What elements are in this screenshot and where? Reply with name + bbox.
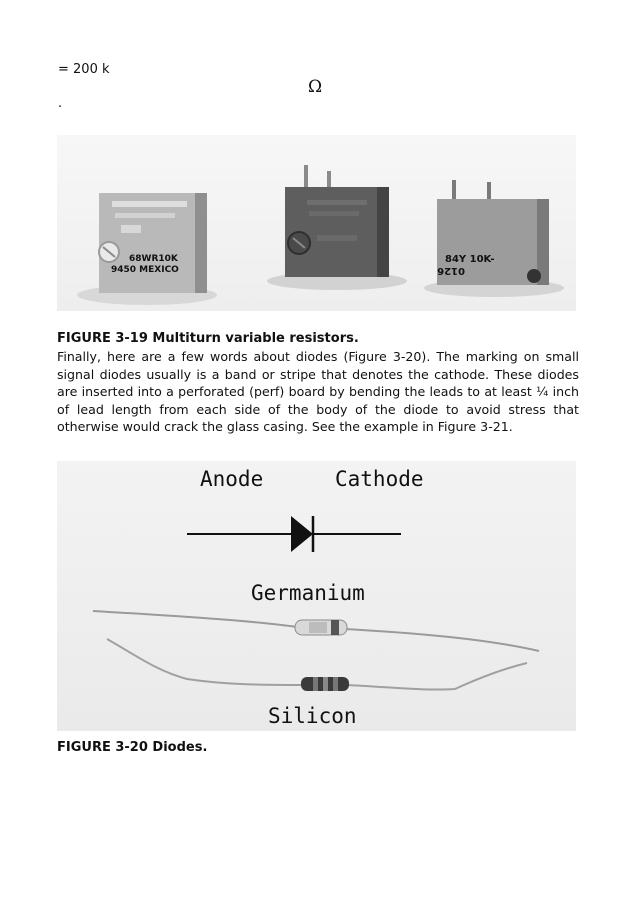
resistor-1-text-1: 68WR10K [129,254,178,264]
resistor-1 [77,193,217,305]
silicon-label: Silicon [268,704,357,728]
germanium-diode [93,611,539,651]
diode-symbol-icon [187,516,401,552]
resistor-3-text-2: 0126 [437,265,465,276]
cathode-label: Cathode [335,467,424,491]
equation-text: = 200 k [58,62,110,77]
omega-symbol: Ω [308,77,323,97]
body-paragraph: Finally, here are a few words about diodes (Figure 3-20). The marking on small signal diodes usually is a band or stripe that denotes the cathode. These diodes are inserted into a perforated (perf) board by bending the leads to at least ¼ inch of lead length from each side of the body of the diode to avoid stress that otherwise would crack the glass casing. See the example in Figure 3-21. [57,349,579,435]
figure-3-20-caption: FIGURE 3-20 Diodes. [57,740,208,755]
germanium-label: Germanium [251,581,365,605]
resistor-1-text-2: 9450 MEXICO [111,265,179,275]
resistor-3-text-1: 84Y 10K- [445,254,495,265]
resistor-3 [424,180,564,297]
resistor-2 [267,165,407,290]
silicon-diode [107,639,527,691]
period-text: . [58,96,63,111]
anode-label: Anode [200,467,264,491]
diodes-photo [57,461,576,731]
multiturn-resistors-photo [57,135,576,311]
resistors-illustration [57,135,576,311]
figure-3-19-caption: FIGURE 3-19 Multiturn variable resistors. [57,331,359,346]
